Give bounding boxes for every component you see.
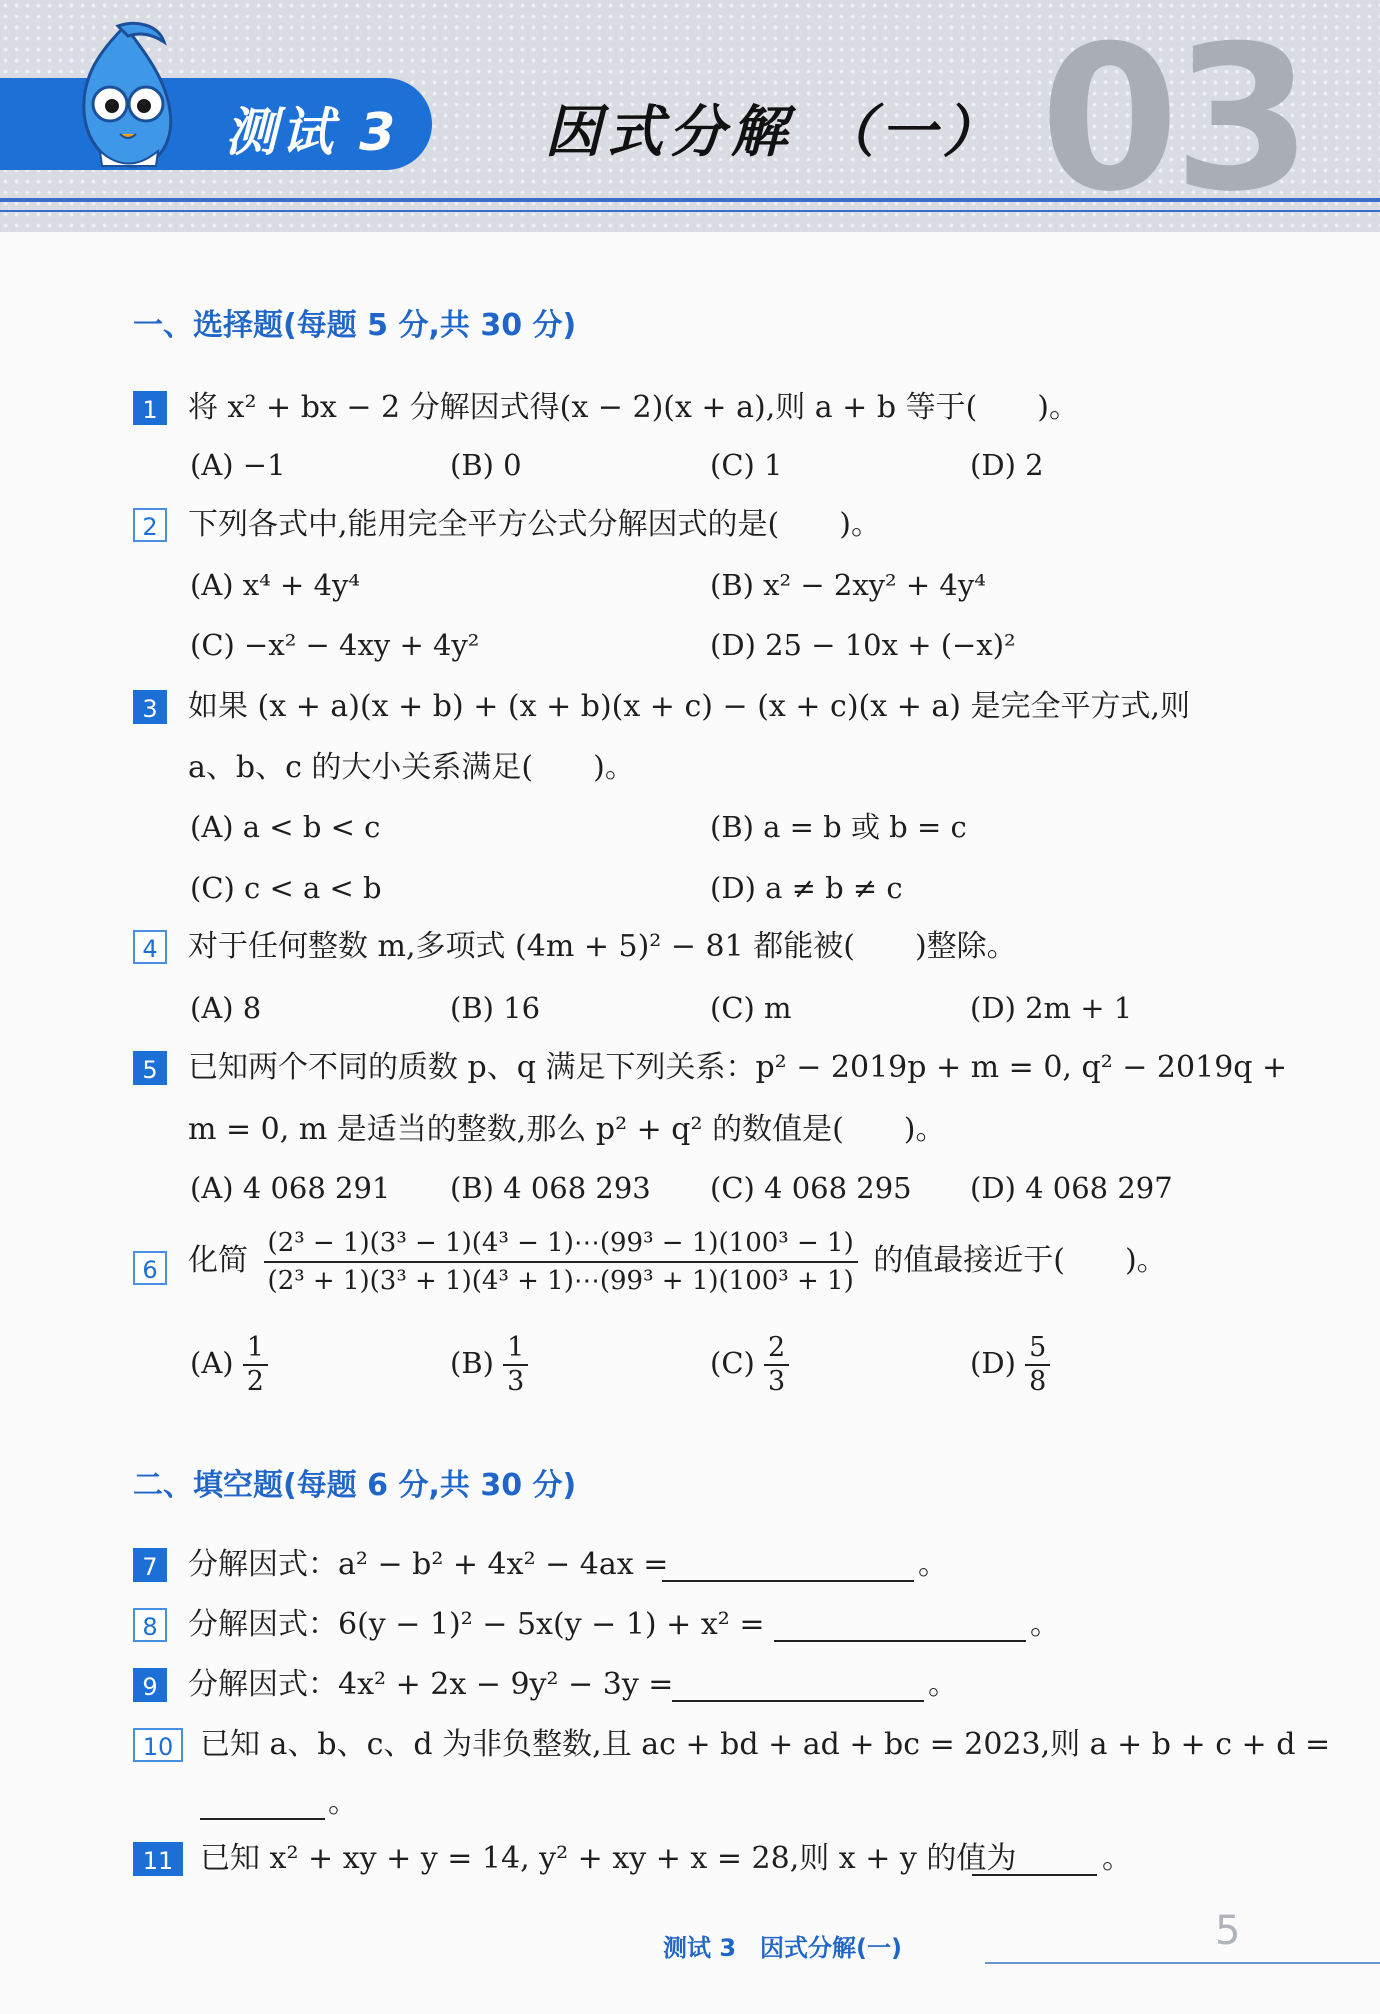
option-d[interactable]: (D) 25 − 10x + (−x)² <box>710 628 1016 662</box>
option-a[interactable]: (A) 4 068 291 <box>190 1171 391 1205</box>
fraction-numerator: 1 <box>503 1332 528 1366</box>
question-text: 已知 a、b、c、d 为非负整数,且 ac + bd + ad + bc = 2023,则 a + b + c + d = <box>200 1727 1331 1762</box>
question-number: 7 <box>133 1548 167 1582</box>
option-c[interactable]: (C) −x² − 4xy + 4y² <box>190 628 480 662</box>
question-text-line1: 如果 (x + a)(x + b) + (x + b)(x + c) − (x + c)(x + a) 是完全平方式,则 <box>188 689 1191 724</box>
page-title: 因式分解 （一） <box>545 100 1005 165</box>
option-fraction <box>243 1332 268 1398</box>
option-b[interactable]: (B) 4 068 293 <box>450 1171 651 1205</box>
question-number: 2 <box>133 508 167 542</box>
question-text: 分解因式：6(y − 1)² − 5x(y − 1) + x² = <box>188 1607 765 1642</box>
question-text-line2: a、b、c 的大小关系满足( )。 <box>188 750 635 785</box>
section-title-fill: 二、填空题(每题 6 分,共 30 分) <box>133 1468 577 1503</box>
option-a[interactable]: (A) a < b < c <box>190 810 381 844</box>
period: 。 <box>1102 1841 1132 1876</box>
option-c[interactable]: (C) m <box>710 991 792 1025</box>
question-text <box>188 1225 1167 1299</box>
period: 。 <box>1030 1607 1060 1642</box>
option-a[interactable]: (A) 8 <box>190 991 262 1025</box>
question-text: 下列各式中,能用完全平方公式分解因式的是( )。 <box>188 507 881 542</box>
fraction-denominator: (2³ + 1)(3³ + 1)(4³ + 1)⋯(99³ + 1)(100³ + 1) <box>267 1266 854 1296</box>
option-fraction <box>503 1332 528 1398</box>
option-label: (C) <box>710 1346 755 1380</box>
fraction-denominator: 3 <box>507 1366 525 1397</box>
answer-blank[interactable] <box>774 1640 1026 1642</box>
period: 。 <box>328 1785 358 1820</box>
question-text: 对于任何整数 m,多项式 (4m + 5)² − 81 都能被( )整除。 <box>188 929 1017 964</box>
question-number: 6 <box>133 1251 167 1285</box>
question-number: 4 <box>133 930 167 964</box>
option-d[interactable]: (D) a ≠ b ≠ c <box>710 871 903 905</box>
fraction-numerator: 5 <box>1025 1332 1050 1366</box>
option-label: (D) <box>970 1346 1016 1380</box>
period: 。 <box>928 1667 958 1702</box>
option-c[interactable]: (C) 1 <box>710 448 783 482</box>
fraction-numerator: 2 <box>764 1332 789 1366</box>
option-d[interactable]: (D) 4 068 297 <box>970 1171 1173 1205</box>
question-text: 分解因式：a² − b² + 4x² − 4ax = <box>188 1547 669 1582</box>
question-number: 8 <box>133 1608 167 1642</box>
section-title-choice: 一、选择题(每题 5 分,共 30 分) <box>133 308 577 343</box>
fraction-denominator: 8 <box>1029 1366 1047 1397</box>
option-a[interactable]: (A) x⁴ + 4y⁴ <box>190 568 360 602</box>
option-b[interactable]: (B) 16 <box>450 991 541 1025</box>
answer-blank[interactable] <box>972 1874 1097 1876</box>
question-text: 将 x² + bx − 2 分解因式得(x − 2)(x + a),则 a + b 等于( )。 <box>188 390 1080 425</box>
period: 。 <box>918 1547 948 1582</box>
option-c[interactable]: (C) c < a < b <box>190 871 382 905</box>
mascot-icon <box>60 16 190 176</box>
question-number: 3 <box>133 690 167 724</box>
option-a[interactable] <box>190 1332 268 1398</box>
question-text: 已知 x² + xy + y = 14, y² + xy + x = 28,则 x + y 的值为 <box>200 1841 1017 1876</box>
option-d[interactable]: (D) 2 <box>970 448 1044 482</box>
fraction-numerator: (2³ − 1)(3³ − 1)(4³ − 1)⋯(99³ − 1)(100³ − 1) <box>264 1225 858 1263</box>
answer-blank[interactable] <box>200 1818 325 1820</box>
option-a[interactable]: (A) −1 <box>190 448 286 482</box>
test-tag: 测试 3 <box>225 103 400 163</box>
footer-divider <box>985 1962 1380 1964</box>
option-c[interactable] <box>710 1332 789 1398</box>
fraction-denominator: 2 <box>246 1366 264 1397</box>
fraction-denominator: 3 <box>768 1366 786 1397</box>
question-number: 9 <box>133 1668 167 1702</box>
big-fraction <box>264 1225 858 1299</box>
simplify-prefix: 化简 <box>188 1243 248 1278</box>
option-c[interactable]: (C) 4 068 295 <box>710 1171 912 1205</box>
question-number: 10 <box>133 1728 183 1762</box>
option-fraction <box>1025 1332 1050 1398</box>
page-header <box>0 0 1380 236</box>
option-label: (B) <box>450 1346 494 1380</box>
fraction-numerator: 1 <box>243 1332 268 1366</box>
option-b[interactable]: (B) a = b 或 b = c <box>710 810 967 844</box>
option-d[interactable] <box>970 1332 1050 1398</box>
question-text-line2: m = 0, m 是适当的整数,那么 p² + q² 的数值是( )。 <box>188 1112 946 1147</box>
page-number: 5 <box>1215 1908 1241 1954</box>
footer-title: 测试 3 因式分解(一) <box>663 1934 902 1962</box>
chapter-number: 03 <box>1040 3 1307 236</box>
question-number: 11 <box>133 1842 183 1876</box>
option-label: (A) <box>190 1346 234 1380</box>
simplify-suffix: 的值最接近于( )。 <box>873 1243 1167 1278</box>
option-fraction <box>764 1332 789 1398</box>
question-text: 分解因式：4x² + 2x − 9y² − 3y = <box>188 1667 674 1702</box>
question-text-line1: 已知两个不同的质数 p、q 满足下列关系：p² − 2019p + m = 0, q² − 2019q + <box>188 1050 1288 1085</box>
question-number: 5 <box>133 1051 167 1085</box>
option-b[interactable] <box>450 1332 528 1398</box>
option-b[interactable]: (B) x² − 2xy² + 4y⁴ <box>710 568 986 602</box>
answer-blank[interactable] <box>672 1700 924 1702</box>
question-number: 1 <box>133 391 167 425</box>
option-d[interactable]: (D) 2m + 1 <box>970 991 1133 1025</box>
answer-blank[interactable] <box>662 1580 914 1582</box>
option-b[interactable]: (B) 0 <box>450 448 522 482</box>
